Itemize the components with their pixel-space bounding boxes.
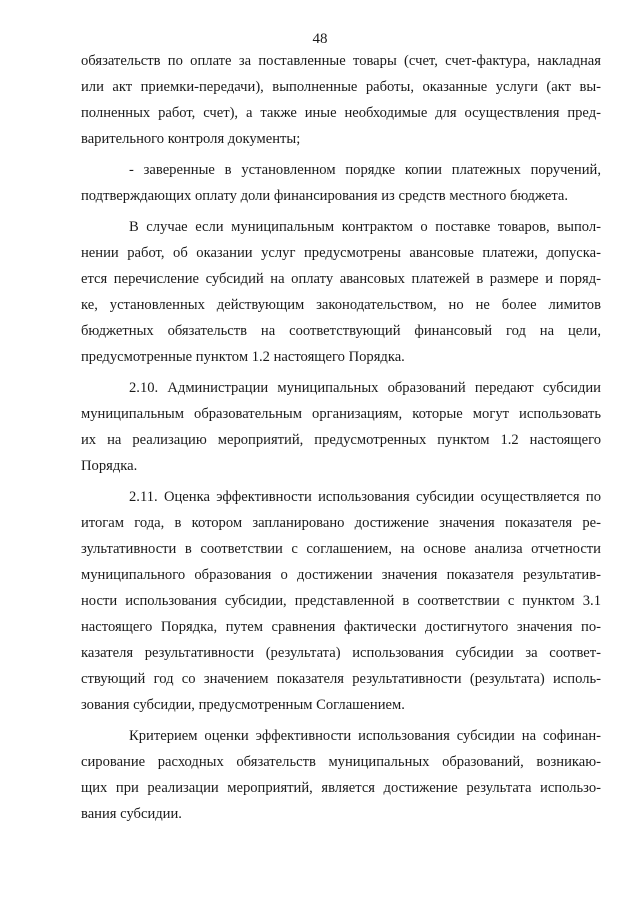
- paragraph-required-documents: [81, 48, 601, 152]
- text-line: казателя результативности (результата) использования субсидии за соответ-: [81, 645, 601, 661]
- paragraph-payment-copies: [81, 157, 601, 209]
- page-number: 48: [312, 31, 328, 47]
- text-line: ности использования субсидии, представленной в соответствии с пунктом 3.1: [81, 593, 601, 609]
- paragraph-2-10: [81, 375, 601, 479]
- text-line: или акт приемки-передачи), выполненные работы, оказанные услуги (акт вы-: [81, 79, 601, 95]
- text-line: муниципального образования о достижении значения показателя результатив-: [81, 567, 601, 583]
- text-line: предусмотренные пунктом 1.2 настоящего Порядка.: [81, 349, 405, 365]
- text-line: ствующий год со значением показателя результативности (результата) исполь-: [81, 671, 601, 687]
- text-line: 2.11. Оценка эффективности использования субсидии осуществляется по: [129, 489, 601, 505]
- text-line: зования субсидии, предусмотренным Соглашением.: [81, 697, 405, 713]
- paragraph-2-11: [81, 484, 601, 718]
- text-line: подтверждающих оплату доли финансирования из средств местного бюджета.: [81, 188, 569, 204]
- text-line: зультативности в соответствии с соглашением, на основе анализа отчетности: [81, 541, 601, 557]
- text-line: нении работ, об оказании услуг предусмотрены авансовые платежи, допуска-: [81, 245, 601, 261]
- text-line: настоящего Порядка, путем сравнения фактически достигнутого значения по-: [81, 619, 601, 635]
- text-line: Критерием оценки эффективности использования субсидии на софинан-: [129, 728, 601, 744]
- text-line: Порядка.: [81, 458, 138, 474]
- text-line: ется перечисление субсидий на оплату авансовых платежей в размере и поряд-: [81, 271, 601, 287]
- document-body: [81, 48, 601, 827]
- paragraph-efficiency-criterion: [81, 723, 601, 827]
- text-line: их на реализацию мероприятий, предусмотренных пунктом 1.2 настоящего: [81, 432, 601, 448]
- text-line: муниципальным образовательным организациям, которые могут использовать: [81, 406, 601, 422]
- text-line: варительного контроля документы;: [81, 131, 301, 147]
- text-line: итогам года, в котором запланировано достижение значения показателя ре-: [81, 515, 601, 531]
- text-line: 2.10. Администрации муниципальных образований передают субсидии: [129, 380, 601, 396]
- text-line: В случае если муниципальным контрактом о поставке товаров, выпол-: [129, 219, 601, 235]
- text-line: вания субсидии.: [81, 806, 182, 822]
- text-line: обязательств по оплате за поставленные товары (счет, счет-фактура, накладная: [81, 53, 601, 69]
- text-line: полненных работ, счет), а также иные необходимые для осуществления пред-: [81, 105, 601, 121]
- text-line: сирование расходных обязательств муниципальных образований, возникаю-: [81, 754, 601, 770]
- text-line: - заверенные в установленном порядке копии платежных поручений,: [129, 162, 601, 178]
- text-line: щих при реализации мероприятий, является достижение результата использо-: [81, 780, 601, 796]
- text-line: бюджетных обязательств на соответствующий финансовый год на цели,: [81, 323, 601, 339]
- paragraph-advance-payments: [81, 214, 601, 370]
- text-line: ке, установленных действующим законодательством, но не более лимитов: [81, 297, 601, 313]
